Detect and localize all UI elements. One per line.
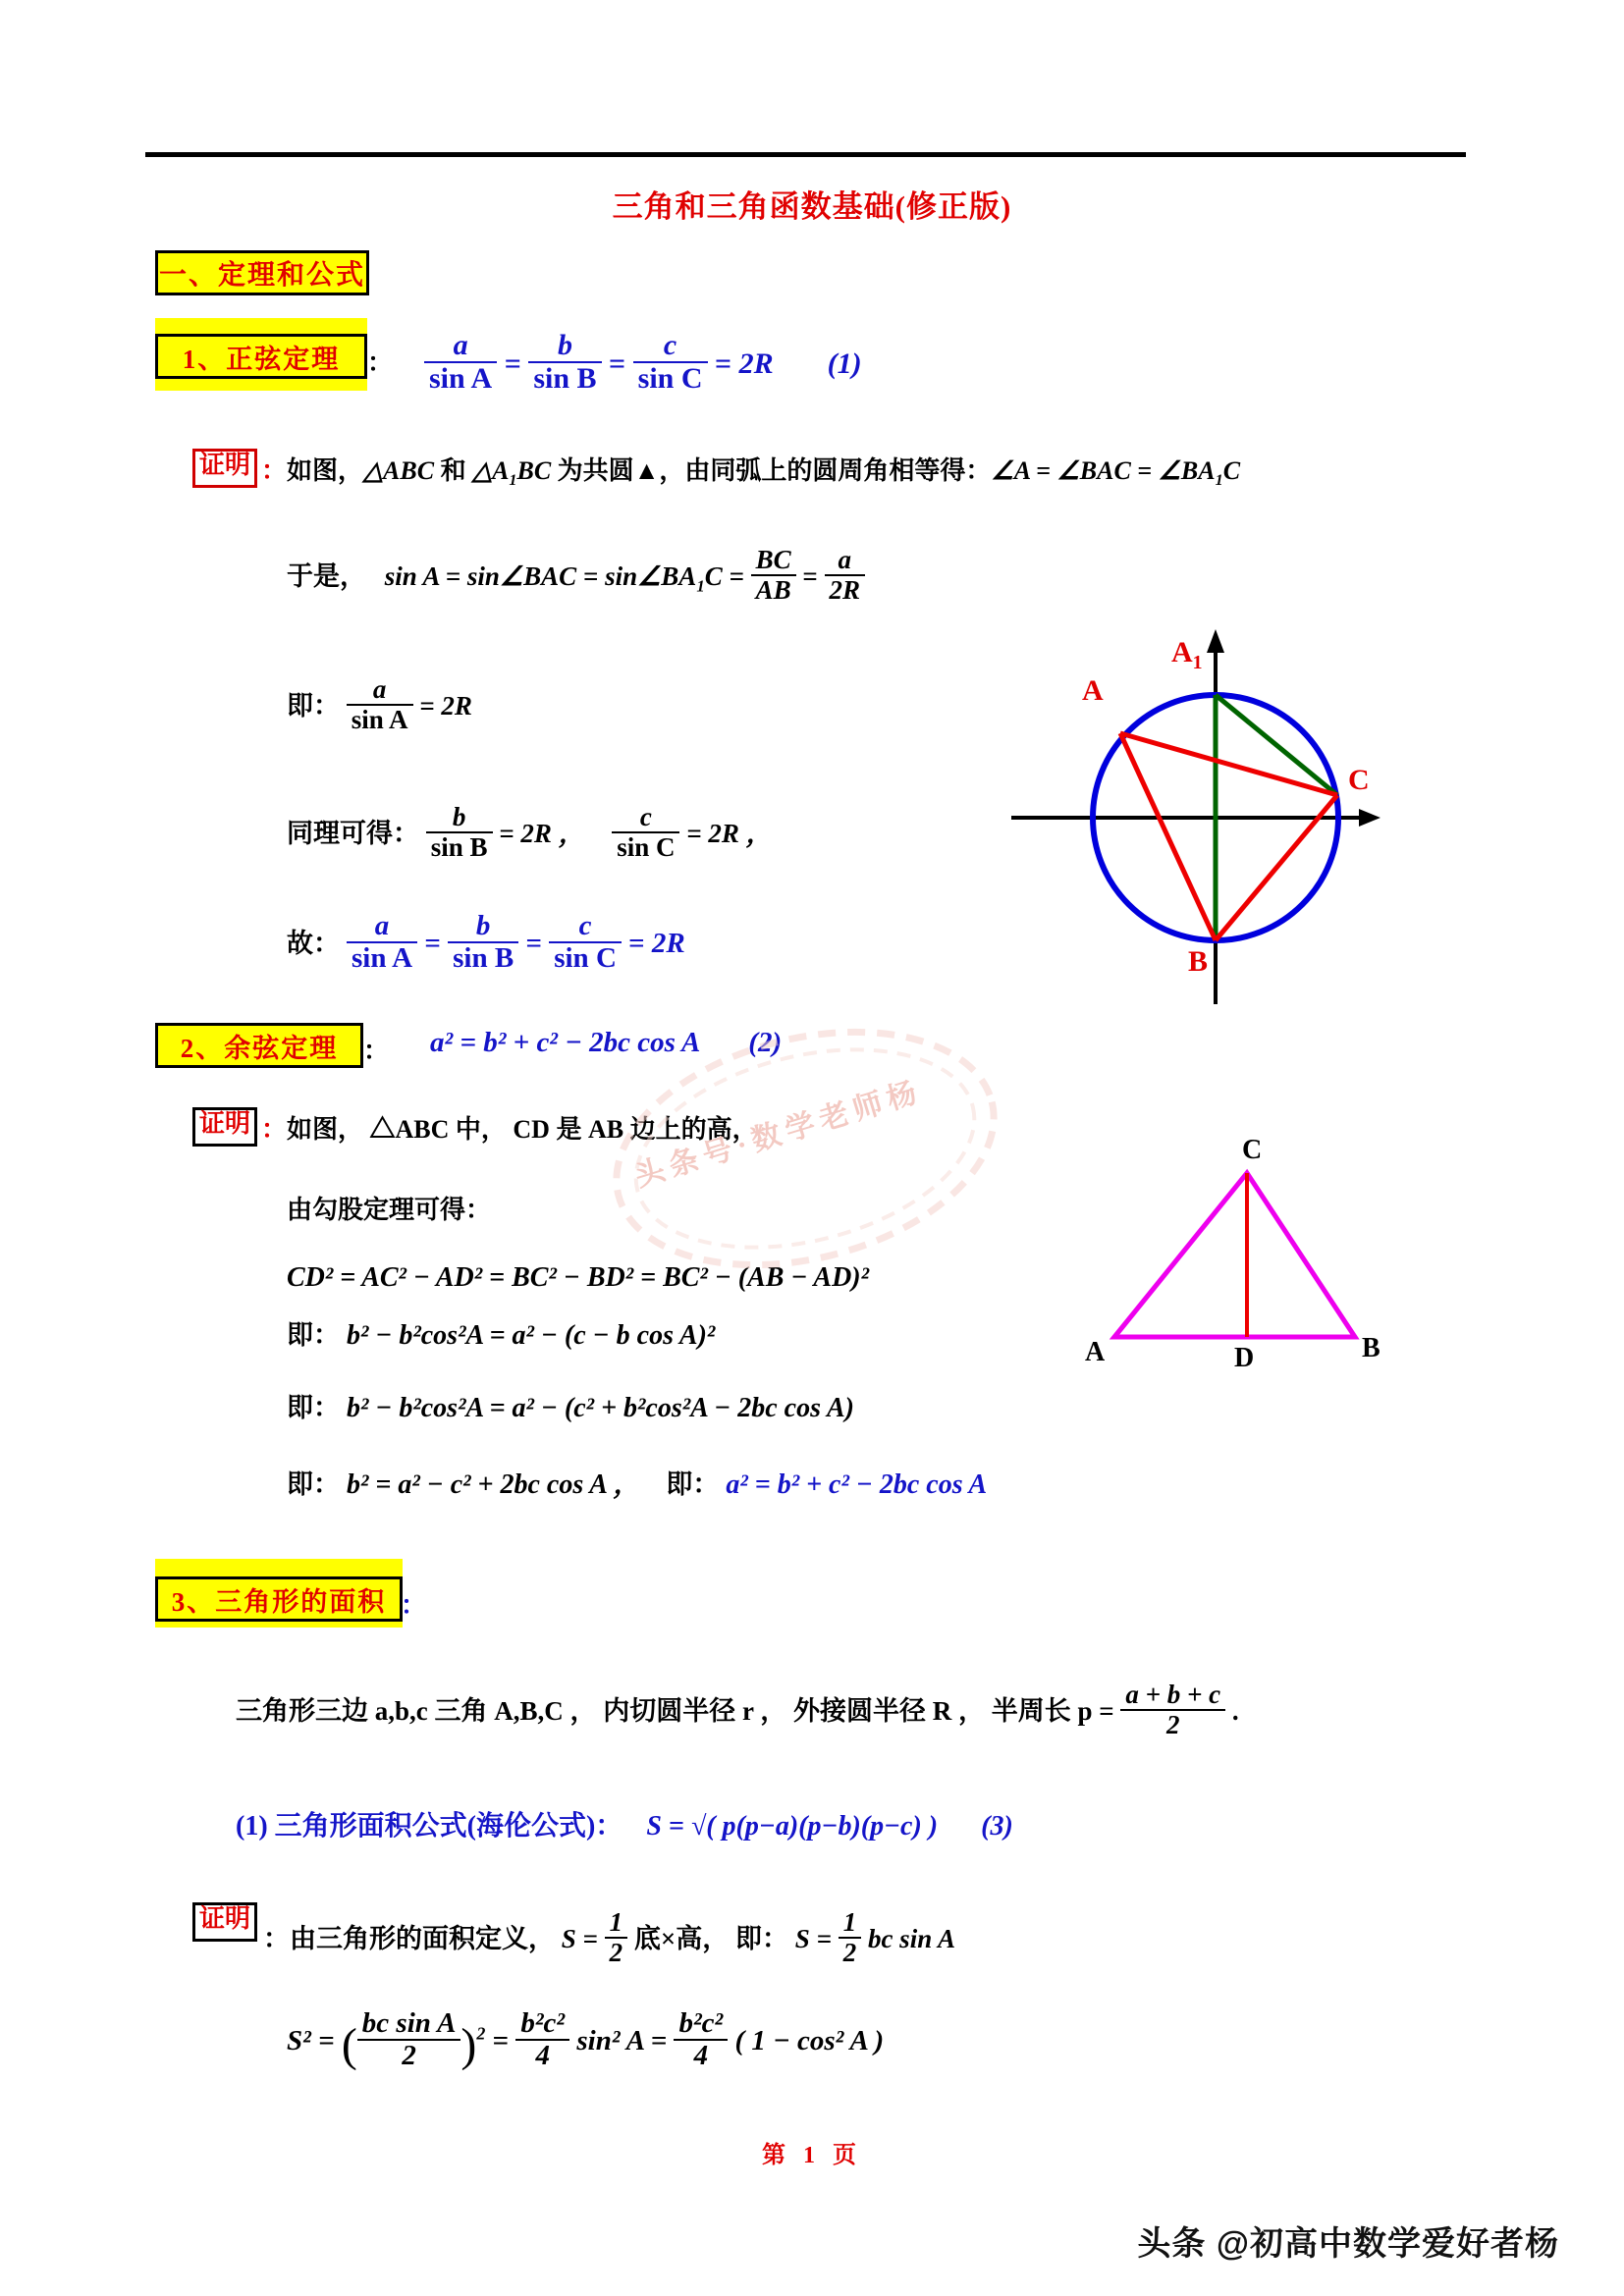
proof-sines-tri1: △ABC: [363, 456, 435, 485]
proof-sines-tri2-sub: 1: [509, 472, 517, 490]
cosines-step3-lead: 即：: [287, 1393, 340, 1422]
heron-label: (1) 三角形面积公式(海伦公式)：: [236, 1811, 623, 1842]
cosines-step4-lead: 即：: [287, 1469, 340, 1499]
sines-sinB: sin B: [528, 361, 601, 395]
cosines-step4-tail-lead: 即：: [666, 1469, 720, 1499]
line5-c: c: [578, 910, 592, 941]
line2-chain: sin A = sin∠BAC = sin∠BA: [384, 561, 697, 592]
cosines-formula-text: a² = b² + c² − 2bc cos A: [430, 1027, 699, 1058]
triangle-glyph-icon: ▲: [633, 456, 660, 485]
final-mid: sin² A =: [576, 2025, 668, 2057]
triangle-label-D: D: [1234, 1343, 1255, 1373]
area-setup-frac-den: 2: [1120, 1709, 1225, 1739]
circle-label-A: A: [1082, 674, 1104, 707]
final-f2-num: b²c²: [520, 2007, 566, 2039]
line4-den1: sin B: [426, 831, 493, 862]
proof-label-cosines: [192, 1107, 257, 1147]
final-p1-exp: 2: [476, 2023, 486, 2044]
final-f3-den: 4: [674, 2039, 728, 2071]
proof-label-area: [192, 1902, 257, 1942]
line2-chain-sub: 1: [696, 576, 705, 596]
header-rule: [145, 152, 1466, 157]
sines-sinA: sin A: [424, 361, 497, 395]
line5-a: a: [374, 910, 390, 941]
triangle-label-B: B: [1362, 1333, 1380, 1363]
line3-lead: 即：: [287, 691, 340, 721]
line2-chain-tail: C =: [704, 561, 744, 592]
circle-label-C: C: [1348, 764, 1370, 796]
proof-label-sines: [192, 449, 257, 488]
line4-num2: c: [639, 802, 652, 831]
final-f2-den: 4: [515, 2039, 569, 2071]
line4-lead: 同理可得：: [287, 819, 419, 849]
area-setup-text: 三角形三边 a,b,c 三角 A,B,C ， 内切圆半径 r ， 外接圆半径 R ， 半周长 p =: [236, 1696, 1114, 1727]
law-of-sines-formula: [424, 330, 862, 396]
line5-eq2: =: [525, 928, 542, 960]
line5-sinA: sin A: [347, 941, 417, 974]
cosines-step2-lead: 即：: [287, 1320, 340, 1350]
proof-sines-l1-c: 为共圆: [551, 456, 634, 485]
proof-area-line1: [263, 1908, 955, 1967]
cosines-step3: [287, 1386, 854, 1424]
triangle-altitude-diagram: [1085, 1119, 1380, 1394]
proof-sines-line3: [287, 675, 472, 734]
line5-lead: 故：: [287, 929, 340, 959]
heading-section-1-label: 一、定理和公式: [158, 260, 365, 291]
proof-sines-tri2: △A: [472, 456, 510, 485]
sines-a: a: [453, 329, 468, 361]
line5-b: b: [475, 910, 491, 941]
heron-tag: (3): [981, 1811, 1013, 1842]
heron-formula: S = √( p(p−a)(p−b)(p−c) ): [646, 1811, 939, 1842]
cosines-step4-body: b² = a² − c² + 2bc cos A ，: [347, 1469, 641, 1500]
eq-sign-3: =: [715, 347, 732, 380]
side-a-c: [1120, 733, 1337, 795]
line2-frac1-num: BC: [755, 545, 791, 574]
line3-den: sin A: [347, 704, 413, 734]
sines-sinC: sin C: [633, 361, 708, 395]
sines-2R: 2R: [738, 347, 774, 380]
final-p1-den: 2: [357, 2039, 461, 2071]
proof-area-l1-c: bc sin A: [867, 1924, 955, 1954]
eq-sign-1: =: [504, 347, 521, 380]
law-of-sines-colon: ：: [367, 348, 394, 377]
line4-rhs2: = 2R ，: [686, 819, 773, 849]
final-f3-num: b²c²: [678, 2007, 724, 2039]
cosines-step4-tail: a² = b² + c² − 2bc cos A: [726, 1469, 988, 1500]
area-final-line: S² = ( $\frac{\text{bc sin A}}{2}$ )$^2$ = $\frac{\text{b²c²}}{4}$ sin² A = $\frac{\text{b²c²}}{4}$ ( 1 − cos² A ): [287, 2007, 885, 2072]
law-of-cosines-name: 余弦定理: [224, 1033, 339, 1063]
proof-area-l1-a: 由三角形的面积定义，: [290, 1924, 555, 1954]
proof-area-f1-num: 1: [609, 1907, 623, 1937]
sines-b: b: [557, 329, 572, 361]
proof-area-S2: S =: [794, 1924, 832, 1954]
cosines-step2-body: b² − b²cos²A = a² − (c − b cos A)²: [347, 1320, 716, 1351]
line2-frac2-num: a: [838, 545, 852, 574]
area-number: 3、: [171, 1586, 216, 1617]
heron-formula-line: [236, 1804, 1013, 1843]
proof-cosines-line2: 由勾股定理可得：: [287, 1196, 492, 1224]
triangle-label-C: C: [1242, 1135, 1263, 1165]
line5-sinC: sin C: [549, 941, 622, 974]
line4-rhs1: = 2R ，: [499, 819, 585, 849]
proof-cosines-line1: [261, 1109, 758, 1146]
proof-sines-angles: ∠A = ∠BAC = ∠BA: [991, 456, 1216, 485]
heading-triangle-area: [155, 1576, 403, 1622]
line5-2R: 2R: [651, 928, 685, 960]
proof-sines-l1-b: 和: [434, 456, 473, 485]
heading-law-of-cosines: [155, 1023, 363, 1068]
proof-area-l1-b: 底×高， 即：: [633, 1924, 789, 1954]
area-setup-period: .: [1231, 1696, 1239, 1727]
line5-eq3: =: [628, 928, 645, 960]
line2-frac2-den: 2R: [825, 574, 866, 605]
final-lhs: S² =: [287, 2025, 335, 2057]
line4-num1: b: [452, 802, 466, 831]
sines-c: c: [663, 329, 677, 361]
cosines-step1: CD² = AC² − AD² = BC² − BD² = BC² − (AB − AD)²: [287, 1262, 870, 1293]
law-of-cosines-formula: [430, 1027, 782, 1059]
heading-section-1: [155, 250, 369, 295]
line3-rhs: = 2R: [419, 691, 472, 721]
watermark-handle: 头条 @初高中数学爱好者杨: [1137, 2225, 1559, 2263]
proof-label-sines-text: 证明: [199, 451, 251, 479]
page-number-footer: 第 1 页: [762, 2143, 862, 2168]
proof-colon-1: ：: [261, 456, 288, 485]
final-tail: ( 1 − cos² A ): [734, 2025, 885, 2057]
line2-frac1-den: AB: [751, 574, 796, 605]
proof-cosines-l1: 如图， △ABC 中， CD 是 AB 边上的高，: [287, 1115, 758, 1144]
line3-num: a: [372, 674, 387, 704]
triangle-outline: [1114, 1173, 1355, 1337]
proof-area-f1-den: 2: [605, 1937, 628, 1967]
sines-tag: (1): [827, 347, 862, 380]
proof-label-area-text: 证明: [199, 1904, 251, 1933]
proof-sines-tri2-rest: BC: [516, 456, 552, 485]
law-of-sines-number: 1、: [182, 344, 227, 374]
circle-label-A1: $A_1$: [1171, 636, 1203, 673]
proof-label-cosines-text: 证明: [199, 1109, 251, 1138]
cosines-step4: [287, 1463, 987, 1502]
proof-sines-angles-sub: 1: [1215, 472, 1223, 490]
proof-area-f2-den: 2: [839, 1937, 862, 1967]
triangle-label-A: A: [1085, 1337, 1106, 1367]
watermark-stamp-icon: [599, 1021, 1011, 1276]
cosines-step3-body: b² − b²cos²A = a² − (c² + b²cos²A − 2bc cos A): [347, 1393, 854, 1423]
eq-sign-2: =: [609, 347, 626, 380]
circumscribed-circle-diagram: [992, 614, 1384, 1016]
watermark-stamp-text: 头条号·数学老师杨: [630, 1075, 927, 1194]
law-of-cosines-number: 2、: [180, 1033, 225, 1063]
line2-lead: 于是，: [287, 561, 366, 592]
proof-colon-3: ：: [263, 1924, 290, 1954]
proof-area-S1: S =: [561, 1924, 598, 1954]
law-of-cosines-colon: ：: [363, 1037, 390, 1065]
line4-den2: sin C: [612, 831, 679, 862]
proof-sines-line1: [261, 451, 1240, 490]
cosines-step2: [287, 1313, 715, 1352]
proof-sines-line2: 于是， sin A = sin∠BAC = $\sin\angle BA_1C$ = $\frac{BC}{AB}$ = $\frac{a}{2R}$: [287, 546, 865, 605]
area-setup-line: [236, 1681, 1239, 1739]
cosines-tag: (2): [748, 1027, 783, 1058]
proof-area-f2-num: 1: [842, 1907, 857, 1937]
circle-label-B: B: [1188, 945, 1209, 978]
law-of-sines-name: 正弦定理: [226, 344, 341, 374]
line5-sinB: sin B: [448, 941, 518, 974]
page-title: 三角和三角函数基础(修正版): [612, 189, 1012, 224]
area-setup-frac-num: a + b + c: [1125, 1680, 1221, 1709]
heading-law-of-sines: [155, 334, 367, 379]
proof-sines-line5: [287, 911, 685, 975]
area-name: 三角形的面积: [215, 1586, 387, 1617]
area-colon: ：: [401, 1591, 427, 1620]
proof-colon-2: ：: [261, 1115, 288, 1144]
proof-sines-angles-tail: C: [1222, 456, 1241, 485]
line5-eq1: =: [424, 928, 441, 960]
proof-sines-l1-a: 如图，: [287, 456, 364, 485]
final-p1-num: bc sin A: [361, 2007, 457, 2039]
proof-sines-l1-d: ，由同弧上的圆周角相等得：: [659, 456, 992, 485]
proof-sines-line4: [287, 803, 773, 862]
